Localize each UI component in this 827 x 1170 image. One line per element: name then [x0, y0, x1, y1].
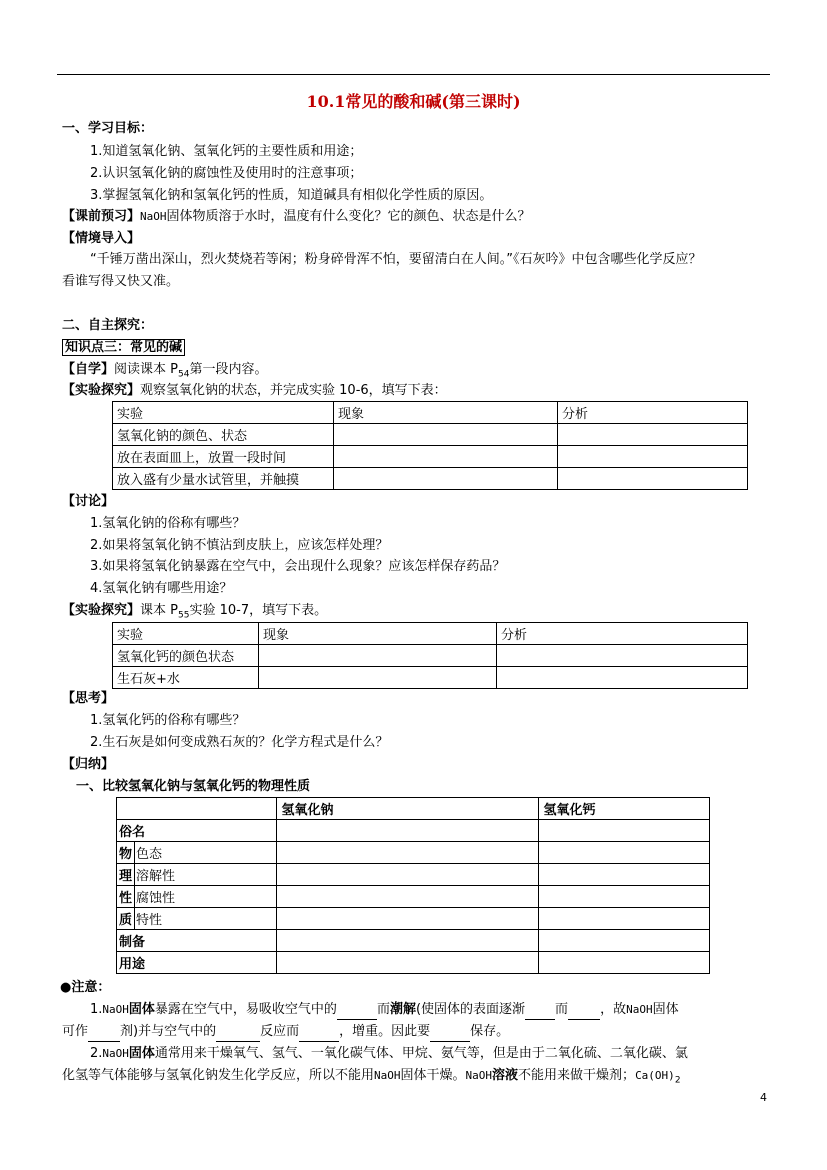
note-text: 2. [90, 1046, 103, 1061]
experiment-2-page-sub: 55 [178, 610, 190, 621]
table-row [117, 864, 710, 886]
table-cell[interactable] [558, 424, 748, 446]
think-item: 1.氢氧化钙的俗称有哪些？ [90, 713, 246, 728]
discussion-item: 1.氢氧化钠的俗称有哪些？ [90, 516, 246, 531]
table-cell[interactable] [539, 952, 710, 974]
table-cell: 放入盛有少量水试管里，并触摸 [113, 468, 334, 490]
page-title: 10.1常见的酸和碱(第三课时) [306, 92, 521, 111]
caoh-text: Ca(OH) [635, 1069, 675, 1082]
note-bold: 潮解 [389, 1002, 416, 1017]
preview-text: 固体物质溶于水时，温度有什么变化？它的颜色、状态是什么？ [166, 209, 531, 224]
fill-blank[interactable] [430, 1023, 470, 1042]
naoh-text: NaOH [102, 1003, 129, 1016]
note-bold: 溶液 [492, 1068, 519, 1083]
row-group-char: 质 [117, 908, 135, 930]
intro-poem-line: “千锤万凿出深山，烈火焚烧若等闲；粉身碎骨浑不怕，要留清白在人间。”《石灰吟》中包含哪些化学反应？ [90, 252, 702, 267]
row-label: 特性 [135, 908, 277, 930]
note-1-line-2 [62, 1023, 509, 1042]
selfstudy-label: 【自学】 [62, 362, 115, 377]
table-row [113, 402, 748, 424]
table-cell[interactable] [539, 864, 710, 886]
naoh-text: NaOH [140, 210, 167, 223]
objective-1: 1.知道氢氧化钠、氢氧化钙的主要性质和用途； [90, 144, 363, 159]
table-cell[interactable] [277, 886, 539, 908]
fill-blank[interactable] [568, 1001, 600, 1020]
note-2-line-2 [62, 1067, 681, 1090]
intro-line-2: 看谁写得又快又准。 [62, 274, 180, 289]
table-row [113, 623, 748, 645]
naoh-text: NaOH [465, 1069, 493, 1082]
table-cell: 放在表面皿上，放置一段时间 [113, 446, 334, 468]
experiment-1-text: 观察氢氧化钠的状态，并完成实验 10-6，填写下表： [140, 383, 447, 398]
table-row [113, 645, 748, 667]
note-text: 反应而 [260, 1024, 300, 1039]
table-cell[interactable] [539, 820, 710, 842]
table-header: 现象 [334, 402, 558, 424]
table-cell[interactable] [277, 842, 539, 864]
naoh-text: NaOH [626, 1003, 653, 1016]
table-cell[interactable] [497, 645, 748, 667]
table-cell[interactable] [277, 952, 539, 974]
row-label-use: 用途 [117, 952, 277, 974]
row-label: 溶解性 [135, 864, 277, 886]
caoh-subscript: 2 [674, 1075, 681, 1086]
table-row [117, 886, 710, 908]
fill-blank[interactable] [216, 1023, 260, 1042]
note-2-line-1 [90, 1045, 688, 1063]
table-header: 分析 [497, 623, 748, 645]
row-group-char: 性 [117, 886, 135, 908]
note-1-line-1 [90, 1001, 679, 1020]
table-header: 分析 [558, 402, 748, 424]
note-text: 固体 [652, 1002, 679, 1017]
note-text: 暴露在空气中，易吸收空气中的 [154, 1002, 337, 1017]
table-row [113, 424, 748, 446]
table-cell[interactable] [259, 667, 497, 689]
table-cell[interactable] [277, 864, 539, 886]
note-text: 可作 [62, 1024, 89, 1039]
note-bold: 固体 [128, 1046, 155, 1061]
table-row [113, 667, 748, 689]
table-header: 氢氧化钙 [539, 798, 710, 820]
table-cell[interactable] [539, 930, 710, 952]
fill-blank[interactable] [337, 1001, 377, 1020]
table-row [117, 820, 710, 842]
fill-blank[interactable] [525, 1001, 555, 1020]
table-row [117, 908, 710, 930]
header-rule [57, 74, 770, 75]
objective-2: 2.认识氢氧化钠的腐蚀性及使用时的注意事项； [90, 166, 363, 181]
note-text: 1. [90, 1002, 103, 1017]
discussion-label: 【讨论】 [62, 494, 115, 509]
think-item: 2.生石灰是如何变成熟石灰的？化学方程式是什么？ [90, 735, 389, 750]
table-header: 实验 [113, 402, 334, 424]
table-header: 现象 [259, 623, 497, 645]
fill-blank[interactable] [88, 1023, 120, 1042]
table-row [117, 842, 710, 864]
table-row [113, 446, 748, 468]
table-row [117, 952, 710, 974]
notes-label: ●注意： [60, 980, 111, 995]
naoh-text: NaOH [102, 1047, 129, 1060]
table-cell[interactable] [334, 468, 558, 490]
table-row [117, 798, 710, 820]
section-2-heading: 二、自主探究： [62, 318, 154, 333]
comparison-table [116, 797, 710, 974]
table-cell[interactable] [497, 667, 748, 689]
table-cell[interactable] [539, 842, 710, 864]
objective-3: 3.掌握氢氧化钠和氢氧化钙的性质，知道碱具有相似化学性质的原因。 [90, 188, 493, 203]
note-text: 通常用来干燥氧气、氢气、一氧化碳气体、甲烷、氨气等，但是由于二氧化硫、二氧化碳、氯 [154, 1046, 688, 1061]
experiment-1-line [62, 382, 447, 400]
table-cell: 生石灰+水 [113, 667, 259, 689]
experiment-2-text-a: 课本 P [140, 603, 178, 618]
selfstudy-line [62, 361, 267, 384]
experiment-table-1 [112, 401, 748, 490]
experiment-1-label: 【实验探究】 [62, 383, 141, 398]
preview-line [62, 208, 531, 226]
table-cell[interactable] [539, 886, 710, 908]
note-text: (使固体的表面逐渐 [415, 1002, 526, 1017]
selfstudy-text-a: 阅读课本 P [114, 362, 178, 377]
table-row [117, 930, 710, 952]
table-header: 氢氧化钠 [277, 798, 539, 820]
selfstudy-page-sub: 54 [178, 369, 190, 380]
table-cell[interactable] [259, 645, 497, 667]
row-label-prep: 制备 [117, 930, 277, 952]
note-text: 剂)并与空气中的 [120, 1024, 217, 1039]
selfstudy-text-b: 第一段内容。 [189, 362, 268, 377]
discussion-item: 4.氢氧化钠有哪些用途？ [90, 581, 233, 596]
row-group-char: 理 [117, 864, 135, 886]
note-text: 化氢等气体能够与氢氧化钠发生化学反应，所以不能用 [62, 1068, 375, 1083]
naoh-text: NaOH [374, 1069, 401, 1082]
note-text: 固体干燥。 [400, 1068, 466, 1083]
table-corner [117, 798, 277, 820]
table-header: 实验 [113, 623, 259, 645]
discussion-item: 2.如果将氢氧化钠不慎沾到皮肤上，应该怎样处理？ [90, 538, 389, 553]
note-text: ，故 [600, 1002, 627, 1017]
knowledge-point-box [62, 339, 185, 357]
table-cell[interactable] [334, 446, 558, 468]
row-label-alias: 俗名 [117, 820, 277, 842]
note-text: 保存。 [470, 1024, 510, 1039]
note-text: 而 [376, 1002, 390, 1017]
summary-label: 【归纳】 [62, 757, 115, 772]
note-text: ，增重。因此要 [339, 1024, 431, 1039]
note-bold: 固体 [128, 1002, 155, 1017]
table-cell[interactable] [277, 930, 539, 952]
page-number: 4 [760, 1091, 767, 1104]
experiment-2-label: 【实验探究】 [62, 603, 141, 618]
table-cell[interactable] [539, 908, 710, 930]
row-group-char: 物 [117, 842, 135, 864]
table-row [113, 468, 748, 490]
fill-blank[interactable] [299, 1023, 339, 1042]
intro-label: 【情境导入】 [62, 231, 141, 246]
knowledge-point-title: 知识点三：常见的碱 [62, 339, 185, 356]
table-cell[interactable] [277, 820, 539, 842]
experiment-table-2 [112, 622, 748, 689]
row-label: 腐蚀性 [135, 886, 277, 908]
note-text: 而 [555, 1002, 569, 1017]
table-cell[interactable] [558, 468, 748, 490]
section-1-heading: 一、学习目标： [62, 121, 154, 136]
note-text: 不能用来做干燥剂； [518, 1068, 636, 1083]
preview-label: 【课前预习】 [62, 209, 141, 224]
table-cell[interactable] [277, 908, 539, 930]
table-cell: 氢氧化钙的颜色状态 [113, 645, 259, 667]
row-label: 色态 [135, 842, 277, 864]
think-label: 【思考】 [62, 691, 115, 706]
experiment-2-text-b: 实验 10-7，填写下表。 [189, 603, 328, 618]
discussion-item: 3.如果将氢氧化钠暴露在空气中，会出现什么现象？应该怎样保存药品？ [90, 559, 506, 574]
summary-subheading: 一、比较氢氧化钠与氢氧化钙的物理性质 [76, 779, 311, 794]
table-cell[interactable] [558, 446, 748, 468]
table-cell: 氢氧化钠的颜色、状态 [113, 424, 334, 446]
table-cell[interactable] [334, 424, 558, 446]
